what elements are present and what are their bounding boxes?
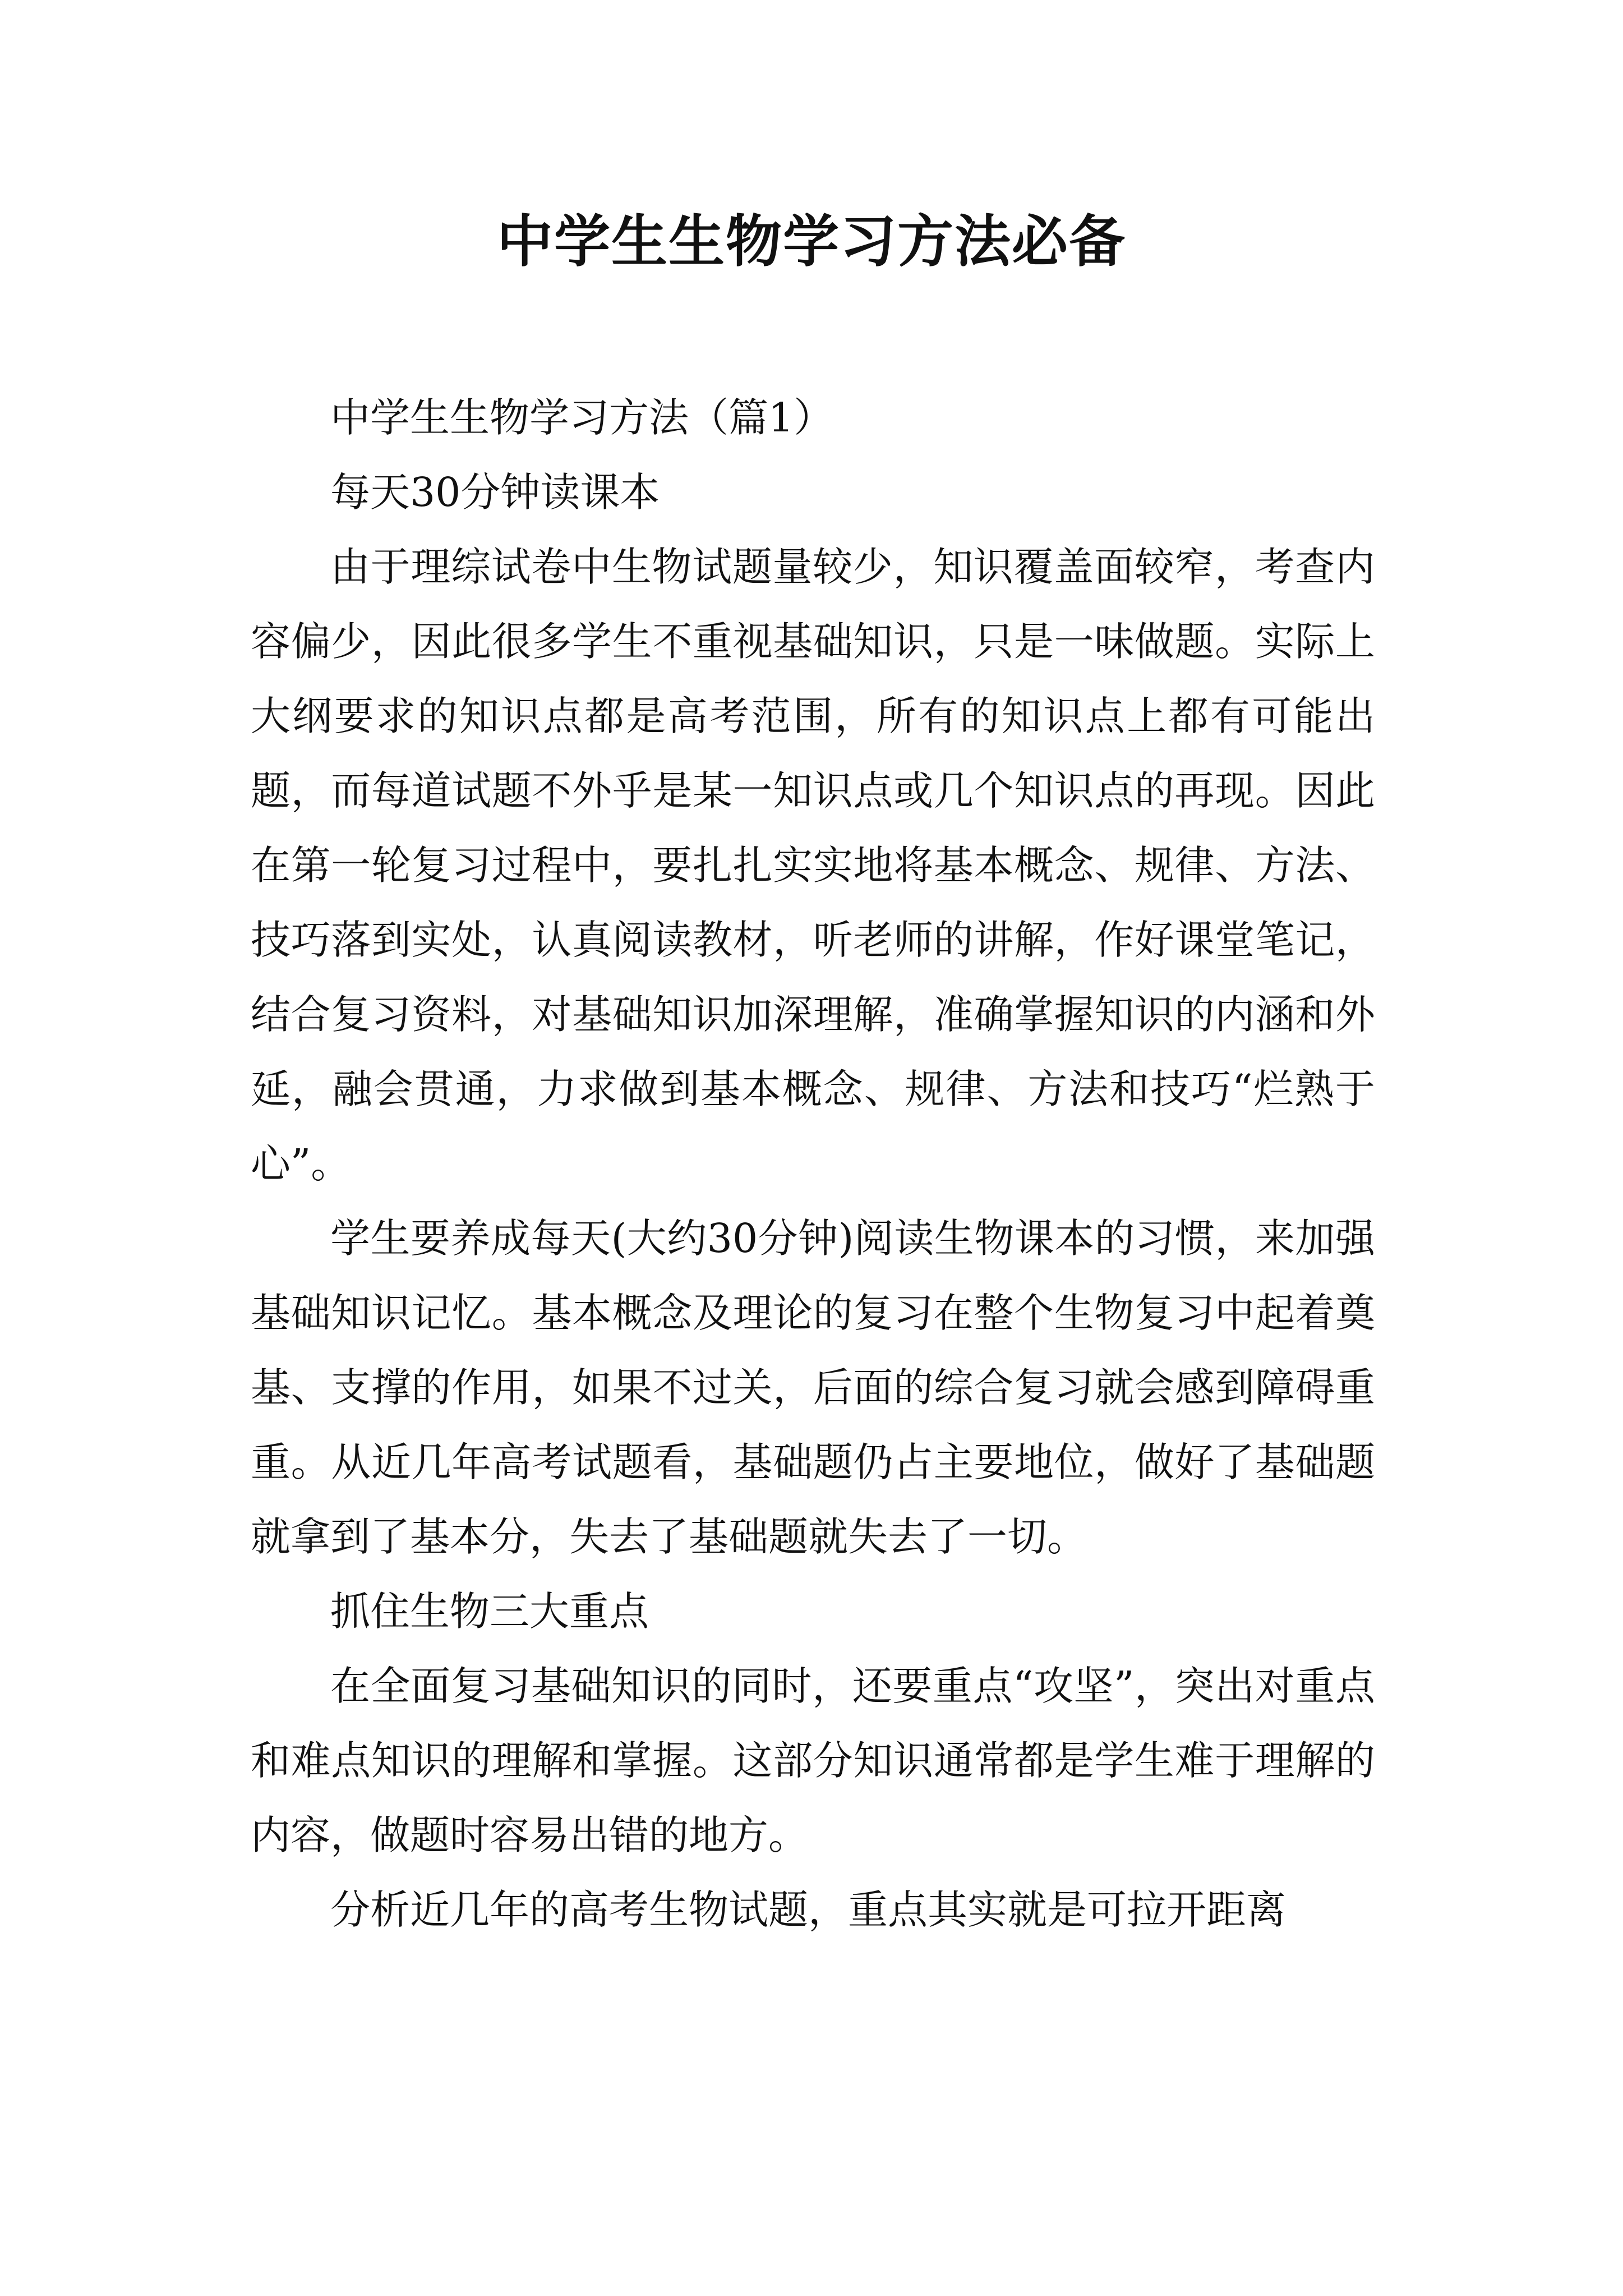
document-title: 中学生生物学习方法必备	[497, 208, 1126, 274]
section-heading-key-points: 抓住生物三大重点	[330, 1588, 649, 1635]
section-heading-read-textbook: 每天30分钟读课本	[330, 469, 660, 516]
body-paragraph: 由于理综试卷中生物试题量较少，知识覆盖面较窄，考查内容偏少，因此很多学生不重视基础知识，只是一味做题。实际上大纲要求的知识点都是高考范围，所有的知识点上都有可能出题，而每道试题不外乎是某一知识点或几个知识点的再现。因此在第一轮复习过程中，要扎扎实实地将基本概念、规律、方法、技巧落到实处，认真阅读教材，听老师的讲解，作好课堂笔记，结合复习资料，对基础知识加深理解，准确掌握知识的内涵和外延，融会贯通，力求做到基本概念、规律、方法和技巧“烂熟于心”。	[251, 544, 1375, 1187]
body-paragraph: 在全面复习基础知识的同时，还要重点“攻坚”，突出对重点和难点知识的理解和掌握。这部分知识通常都是学生难于理解的内容，做题时容易出错的地方。	[251, 1663, 1375, 1858]
body-paragraph: 分析近几年的高考生物试题，重点其实就是可拉开距离	[330, 1887, 1287, 1933]
document-body	[251, 380, 1375, 1947]
section-heading-article: 中学生生物学习方法（篇1）	[330, 394, 834, 441]
body-paragraph: 学生要养成每天(大约30分钟)阅读生物课本的习惯，来加强基础知识记忆。基本概念及理论的复习在整个生物复习中起着奠基、支撑的作用，如果不过关，后面的综合复习就会感到障碍重重。从近几年高考试题看，基础题仍占主要地位，做好了基础题就拿到了基本分，失去了基础题就失去了一切。	[251, 1215, 1375, 1560]
